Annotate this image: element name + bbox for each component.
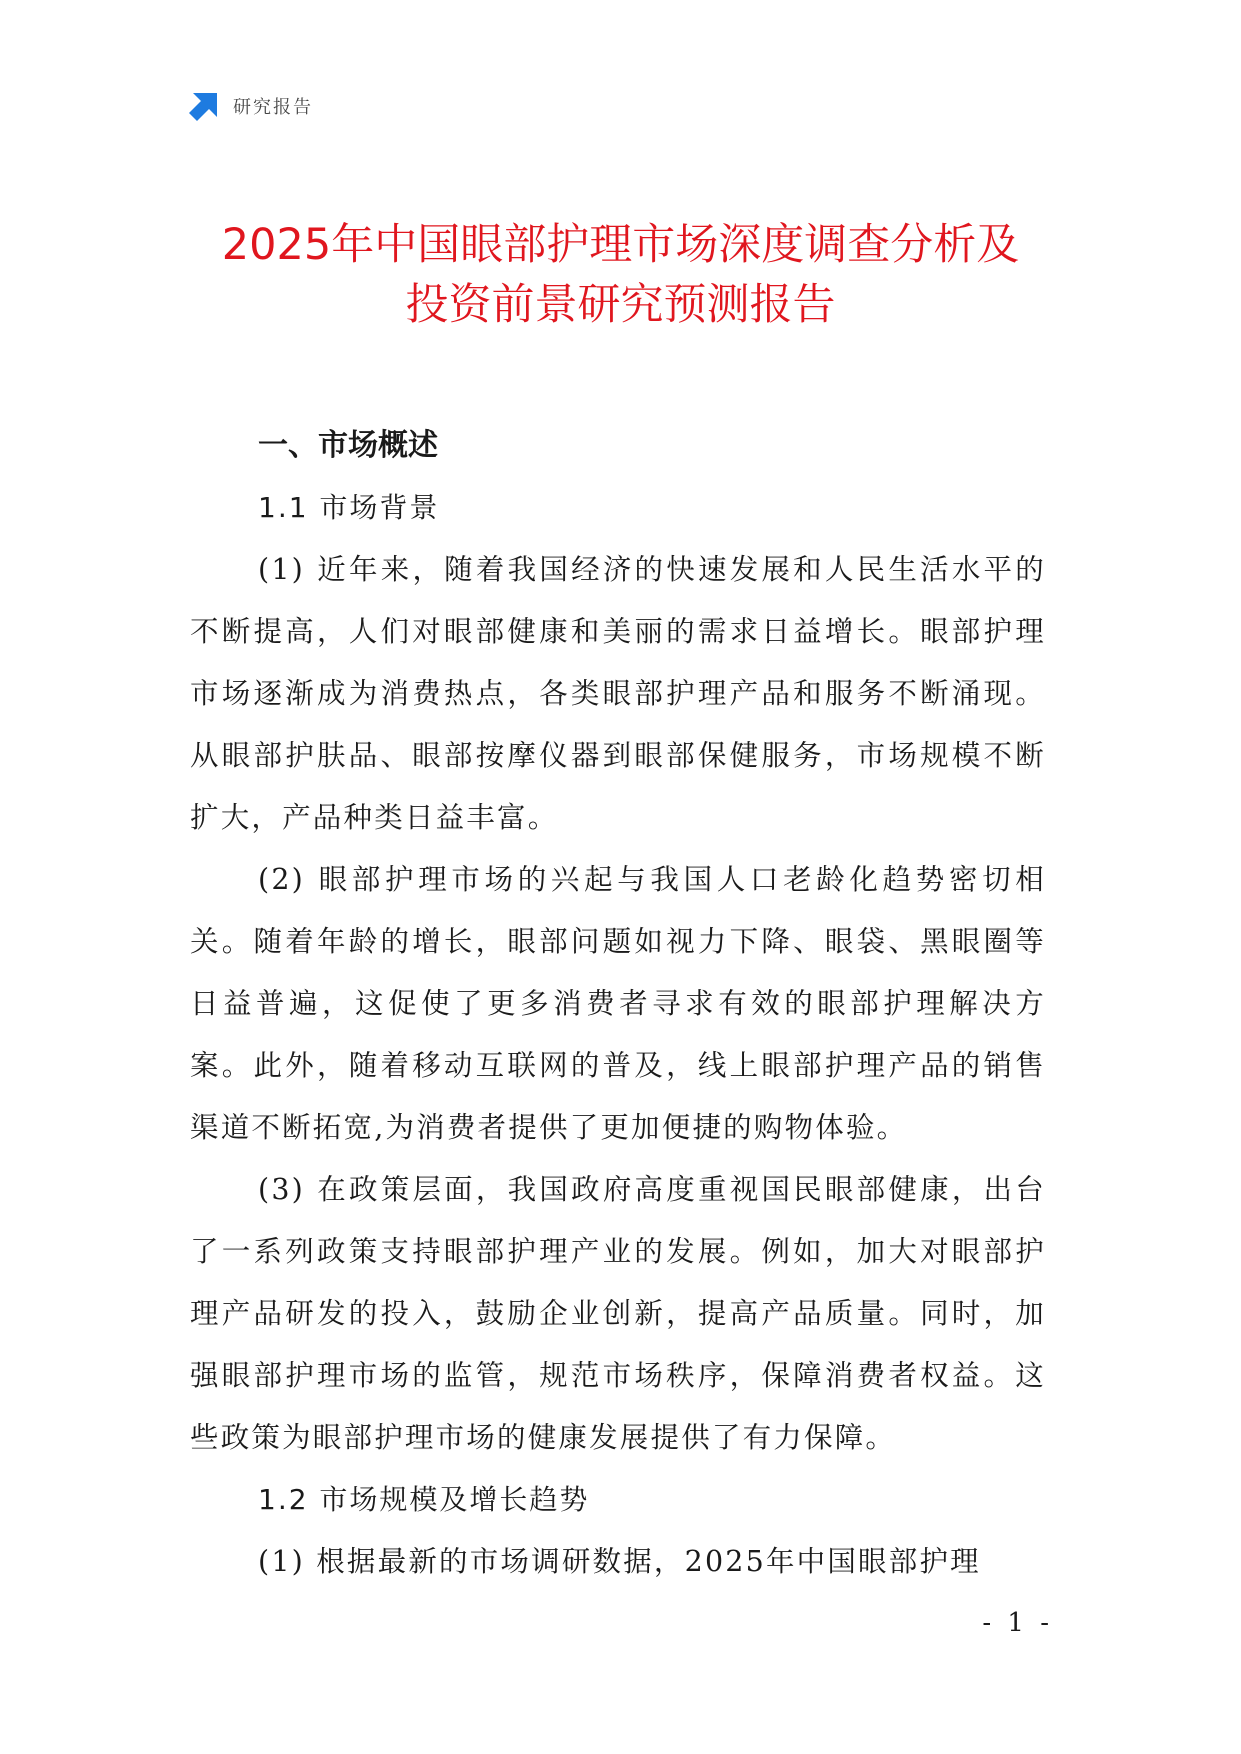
page-number: - 1 - [982,1608,1053,1638]
section-heading: 一、市场概述 [258,428,438,463]
document-title [150,215,1091,335]
title-line-2: 投资前景研究预测报告 [405,280,836,330]
subsection-heading-1-2: 1.2 市场规模及增长趋势 [258,1483,590,1516]
header-label: 研究报告 [233,97,313,118]
paragraph-1-1-2: (2) 眼部护理市场的兴起与我国人口老龄化趋势密切相关。随着年龄的增长，眼部问题如视力下降、眼袋、黑眼圈等日益普遍，这促使了更多消费者寻求有效的眼部护理解决方案。此外，随着移动互联网的普及，线上眼部护理产品的销售渠道不断拓宽,为消费者提供了更加便捷的购物体验。 [190,863,1046,1144]
subsection-heading-1-1: 1.1 市场背景 [258,491,440,524]
arrow-up-right-icon [187,89,221,123]
document-body [190,415,1046,1593]
report-header [187,88,313,124]
paragraph-1-1-3: (3) 在政策层面，我国政府高度重视国民眼部健康，出台了一系列政策支持眼部护理产业的发展。例如，加大对眼部护理产品研发的投入，鼓励企业创新，提高产品质量。同时，加强眼部护理市场的监管，规范市场秩序，保障消费者权益。这些政策为眼部护理市场的健康发展提供了有力保障。 [190,1173,1046,1454]
paragraph-1-1-1: (1) 近年来，随着我国经济的快速发展和人民生活水平的不断提高，人们对眼部健康和美丽的需求日益增长。眼部护理市场逐渐成为消费热点，各类眼部护理产品和服务不断涌现。从眼部护肤品、眼部按摩仪器到眼部保健服务，市场规模不断扩大，产品种类日益丰富。 [190,553,1046,834]
paragraph-1-2-1: (1) 根据最新的市场调研数据，2025年中国眼部护理 [258,1545,981,1578]
title-line-1: 2025年中国眼部护理市场深度调查分析及 [221,220,1020,270]
